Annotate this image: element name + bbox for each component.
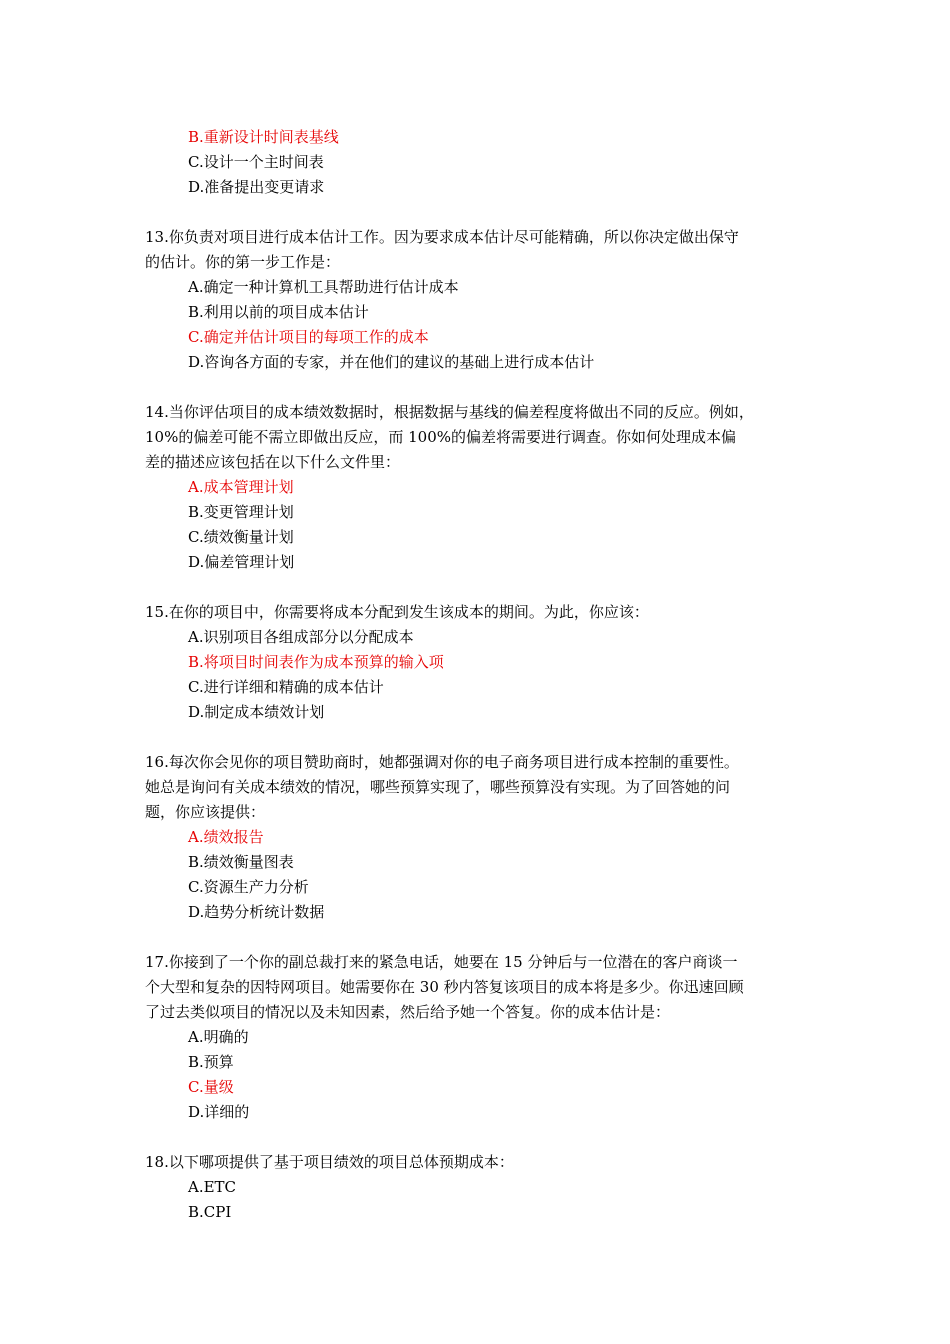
- question-text: 个大型和复杂的因特网项目。她需要你在 30 秒内答复该项目的成本将是多少。你迅速回顾: [145, 978, 744, 996]
- spacer: [145, 925, 815, 950]
- answer-option: B.CPI: [188, 1203, 232, 1221]
- answer-option: D.偏差管理计划: [188, 553, 295, 571]
- spacer: [145, 575, 815, 600]
- question-block: [145, 600, 815, 725]
- answer-option: D.准备提出变更请求: [188, 178, 325, 196]
- answer-option: D.趋势分析统计数据: [188, 903, 325, 921]
- spacer: [145, 1125, 815, 1150]
- question-block: [145, 950, 815, 1125]
- spacer: [145, 200, 815, 225]
- question-text: 18.以下哪项提供了基于项目绩效的项目总体预期成本：: [145, 1153, 514, 1171]
- answer-option: A.明确的: [188, 1028, 249, 1046]
- answer-option-correct: A.绩效报告: [188, 828, 264, 846]
- answer-option: C.资源生产力分析: [188, 878, 309, 896]
- question-text: 16.每次你会见你的项目赞助商时，她都强调对你的电子商务项目进行成本控制的重要性。: [145, 753, 739, 771]
- answer-option: B.利用以前的项目成本估计: [188, 303, 369, 321]
- question-text: 差的描述应该包括在以下什么文件里：: [145, 453, 401, 471]
- question-block: [145, 750, 815, 925]
- question-list: [145, 125, 815, 1225]
- answer-option: B.变更管理计划: [188, 503, 294, 521]
- answer-option-correct: B.重新设计时间表基线: [188, 128, 339, 146]
- answer-option: D.制定成本绩效计划: [188, 703, 325, 721]
- answer-option: D.咨询各方面的专家，并在他们的建议的基础上进行成本估计: [188, 353, 595, 371]
- question-text: 10%的偏差可能不需立即做出反应，而 100%的偏差将需要进行调查。你如何处理成本偏: [145, 428, 736, 446]
- question-text: 15.在你的项目中，你需要将成本分配到发生该成本的期间。为此，你应该：: [145, 603, 649, 621]
- question-block: [145, 400, 815, 575]
- answer-option: B.预算: [188, 1053, 234, 1071]
- spacer: [145, 725, 815, 750]
- answer-option: A.ETC: [188, 1178, 237, 1196]
- question-text: 13.你负责对项目进行成本估计工作。因为要求成本估计尽可能精确，所以你决定做出保守: [145, 228, 739, 246]
- answer-option-correct: A.成本管理计划: [188, 478, 294, 496]
- question-text: 题，你应该提供：: [145, 803, 266, 821]
- answer-option: C.绩效衡量计划: [188, 528, 294, 546]
- spacer: [145, 375, 815, 400]
- answer-option: D.详细的: [188, 1103, 250, 1121]
- answer-option: A.识别项目各组成部分以分配成本: [188, 628, 414, 646]
- question-text: 了过去类似项目的情况以及未知因素，然后给予她一个答复。你的成本估计是：: [145, 1003, 671, 1021]
- answer-option: C.进行详细和精确的成本估计: [188, 678, 384, 696]
- answer-option: B.绩效衡量图表: [188, 853, 294, 871]
- question-text: 14.当你评估项目的成本绩效数据时，根据数据与基线的偏差程度将做出不同的反应。例如，: [145, 403, 754, 421]
- question-text: 17.你接到了一个你的副总裁打来的紧急电话，她要在 15 分钟后与一位潜在的客户商谈一: [145, 953, 738, 971]
- question-block: [145, 225, 815, 375]
- answer-option-correct: C.确定并估计项目的每项工作的成本: [188, 328, 429, 346]
- answer-option: C.设计一个主时间表: [188, 153, 324, 171]
- answer-option: A.确定一种计算机工具帮助进行估计成本: [188, 278, 459, 296]
- answer-option-correct: C.量级: [188, 1078, 234, 1096]
- answer-option-correct: B.将项目时间表作为成本预算的输入项: [188, 653, 444, 671]
- question-block: [145, 1150, 815, 1225]
- question-text: 她总是询问有关成本绩效的情况，哪些预算实现了，哪些预算没有实现。为了回答她的问: [145, 778, 731, 796]
- question-text: 的估计。你的第一步工作是：: [145, 253, 341, 271]
